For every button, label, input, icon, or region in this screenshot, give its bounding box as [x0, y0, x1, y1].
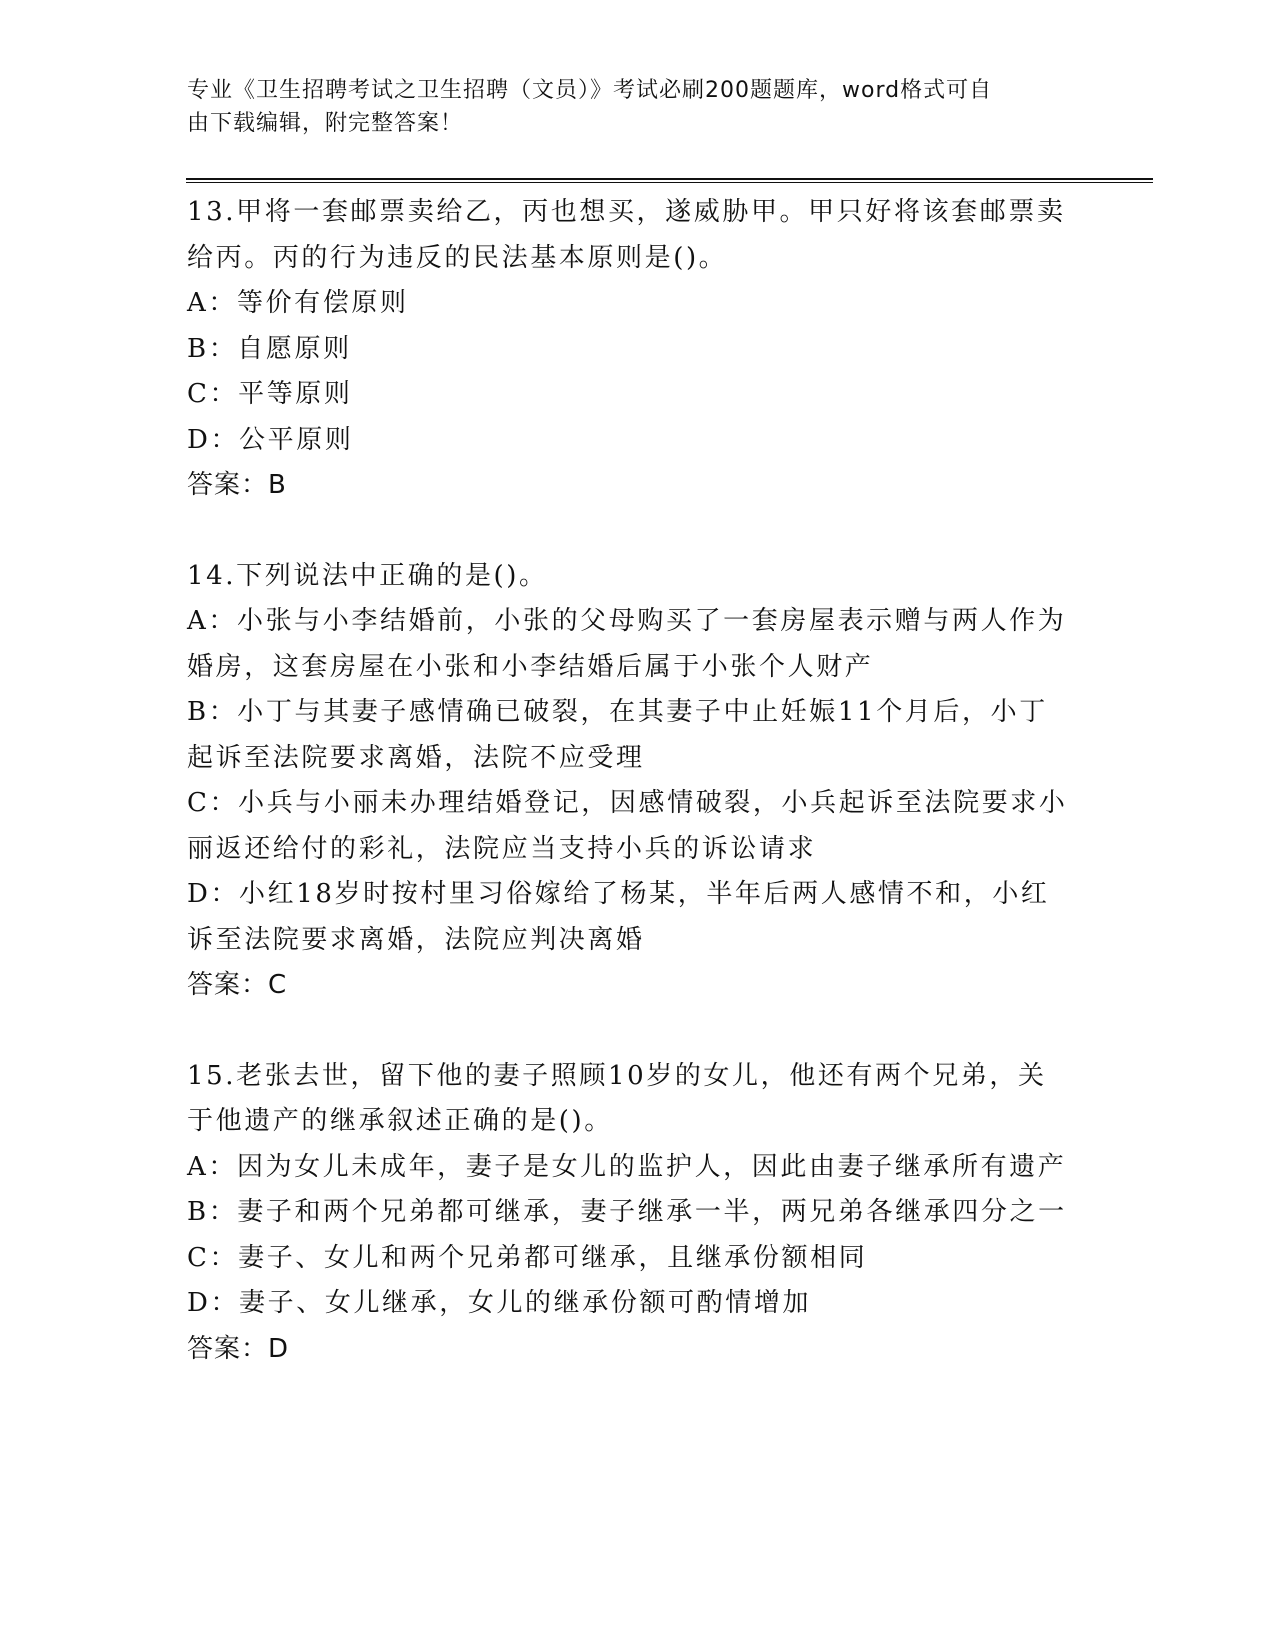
option-b: B：小丁与其妻子感情确已破裂，在其妻子中止妊娠11个月后，小丁: [187, 697, 1048, 727]
option-d: D：公平原则: [187, 424, 354, 455]
question-stem-line: 给丙。丙的行为违反的民法基本原则是()。: [187, 242, 728, 273]
option-b: B：妻子和两个兄弟都可继承，妻子继承一半，两兄弟各继承四分之一: [187, 1197, 1067, 1227]
option-d: D：妻子、女儿继承，女儿的继承份额可酌情增加: [187, 1288, 812, 1318]
question-list: [187, 190, 1087, 1417]
question-stem-line: 13.甲将一套邮票卖给乙，丙也想买，遂威胁甲。甲只好将该套邮票卖: [187, 197, 1066, 227]
option-d-continuation: 诉至法院要求离婚，法院应判决离婚: [187, 924, 645, 955]
option-c: C：妻子、女儿和两个兄弟都可继承，且继承份额相同: [187, 1242, 868, 1273]
option-c: C：小兵与小丽未办理结婚登记，因感情破裂，小兵起诉至法院要求小: [187, 788, 1068, 818]
option-c: C：平等原则: [187, 379, 353, 409]
document-header: [187, 74, 1067, 140]
header-line-2: 由下载编辑，附完整答案！: [187, 111, 464, 136]
option-b: B：自愿原则: [187, 333, 352, 364]
option-a: A：等价有偿原则: [187, 288, 409, 318]
answer-line: 答案：D: [187, 1333, 290, 1364]
answer-line: 答案：B: [187, 470, 287, 500]
question-stem-line: 于他遗产的继承叙述正确的是()。: [187, 1106, 613, 1136]
header-divider: [186, 178, 1153, 183]
question-13: [187, 190, 1087, 509]
question-15: [187, 1054, 1087, 1373]
header-line-1: 专业《卫生招聘考试之卫生招聘（文员）》考试必刷200题题库，word格式可自: [187, 78, 993, 103]
option-a-continuation: 婚房，这套房屋在小张和小李结婚后属于小张个人财产: [187, 651, 874, 682]
question-stem-line: 15.老张去世，留下他的妻子照顾10岁的女儿，他还有两个兄弟，关: [187, 1060, 1047, 1091]
option-a: A：因为女儿未成年，妻子是女儿的监护人，因此由妻子继承所有遗产: [187, 1151, 1067, 1182]
option-a: A：小张与小李结婚前，小张的父母购买了一套房屋表示赠与两人作为: [187, 606, 1067, 636]
question-14: [187, 554, 1087, 1009]
answer-line: 答案：C: [187, 970, 288, 1000]
question-stem-line: 14.下列说法中正确的是()。: [187, 560, 548, 591]
option-c-continuation: 丽返还给付的彩礼，法院应当支持小兵的诉讼请求: [187, 833, 817, 864]
option-d: D：小红18岁时按村里习俗嫁给了杨某，半年后两人感情不和，小红: [187, 879, 1050, 909]
option-b-continuation: 起诉至法院要求离婚，法院不应受理: [187, 742, 645, 773]
